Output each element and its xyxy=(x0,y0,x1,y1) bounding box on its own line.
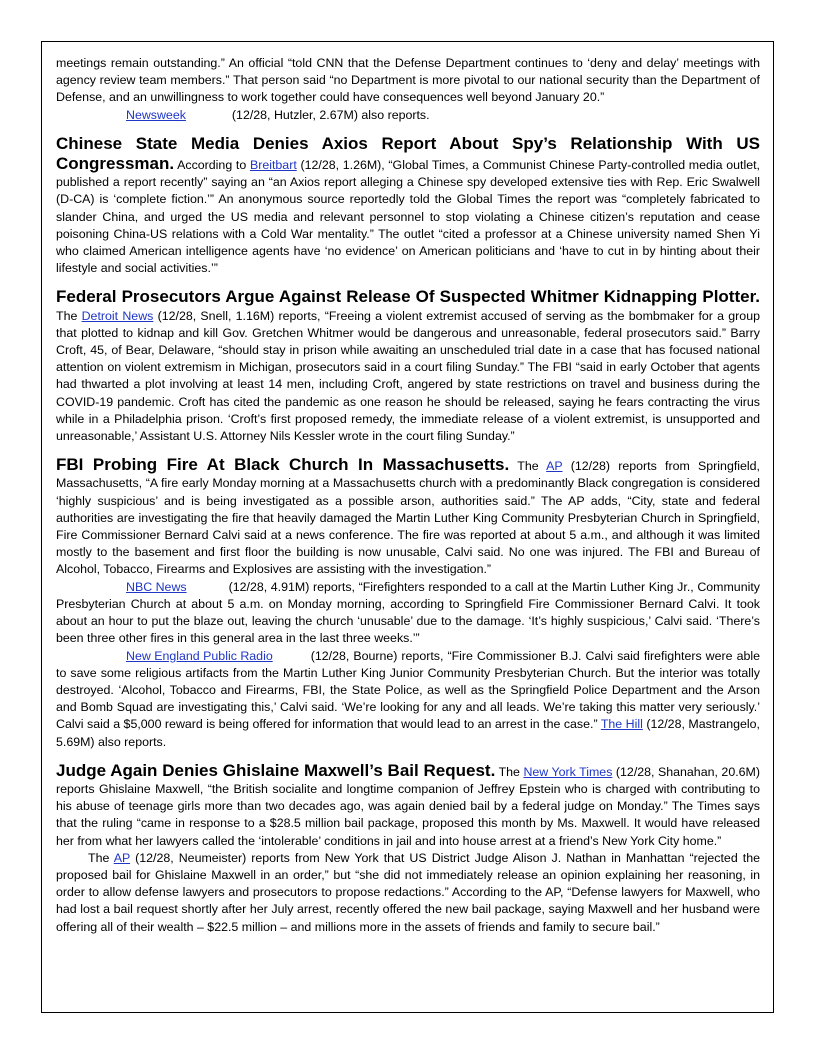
lead-text: The xyxy=(88,850,110,865)
source-link-the-hill[interactable]: The Hill xyxy=(600,717,643,732)
source-link-nyt[interactable]: New York Times xyxy=(523,764,613,779)
body-text: (12/28, Bourne) reports, “Fire Commissioner B.J. Calvi said firefighters were able to save some religious artifacts from the Martin Luther King Junior Community Presbyterian Church. But the interior was totally destroyed. ‘Alcohol, Tobacco and Firearms, FBI, the State Police, as well as the Springfield Police Department and the Arson and Bomb Squad are investigating this,’ Calvi said. ‘We’re looking for any and all leads. We’re taking this matter very seriously.’ Calvi said a $5,000 reward is being offered for information that would lead to an arrest in the case.” xyxy=(56,648,760,732)
paragraph xyxy=(56,134,760,278)
headline: Federal Prosecutors Argue Against Release Of Suspected Whitmer Kidnapping Plotter. xyxy=(56,287,760,307)
lead-text: According to xyxy=(177,158,247,173)
paragraph xyxy=(56,761,760,850)
source-link-newsweek[interactable]: Newsweek xyxy=(126,107,186,122)
source-link-breitbart[interactable]: Breitbart xyxy=(249,158,297,173)
body-text: (12/28, 4.91M) reports, “Firefighters responded to a call at the Martin Luther King Jr., Community Presbyterian Church at about 5 a.m. on Monday morning, according to Springfield Fire Commissioner Bernard Calvi. It took about an hour to put the blaze out, leaving the church ‘unusable’ due to the damage. ‘It’s highly suspicious,’ Calvi said. ‘There’s been three other fires in this general area in the last three weeks.’” xyxy=(56,579,760,646)
body-text: (12/28) reports from Springfield, Massachusetts, “A fire early Monday morning at a Massachusetts church with a predominantly Black congregation is considered ‘highly suspicious’ and is being investigated as a possible arson, authorities said.” The AP adds, “City, state and federal authorities are investigating the fire that heavily damaged the Martin Luther King Community Presbyterian Church in Springfield, Fire Commissioner Bernard Calvi said at a news conference. The fire was reported at about 5 a.m., and although it was limited mostly to the basement and first floor the building is now unusable, Calvi said. No one was injured. The FBI and Bureau of Alcohol, Tobacco, Firearms and Explosives are assisting with the investigation.” xyxy=(56,459,761,577)
lead-text: The xyxy=(56,308,78,323)
paragraph xyxy=(56,455,760,578)
paragraph: meetings remain outstanding.” An official “told CNN that the Defense Department continues to ‘deny and delay’ meetings with agency review team members.” That person said “no Department is more pivotal to our national security than the Department of Defense, and an unwillingness to work together could have consequences well beyond January 20.” xyxy=(56,56,760,105)
body-text: (12/28, Snell, 1.16M) reports, “Freeing a violent extremist accused of serving as the bombmaker for a group that plotted to kidnap and kill Gov. Gretchen Whitmer would be dangerous and unreasonable, federal prosecutors said.” Barry Croft, 45, of Bear, Delaware, “should stay in prison while awaiting an unscheduled trial date in a case that has focused national attention on violent extremism in Michigan, prosecutors said in a court filing Sunday.” The FBI “said in early October that agents had thwarted a plot involving at least 14 men, including Croft, angered by state restrictions on travel and business during the COVID-19 pandemic. Croft has cited the pandemic as one reason he should be released, saying he fears contracting the virus while in a Philadelphia prison. ‘Croft’s first proposed remedy, the immediate release of a violent extremist, is unsupported and unreasonable,’ Assistant U.S. Attorney Nils Kessler wrote in the court filing Sunday.” xyxy=(56,308,760,444)
source-link-nepr[interactable]: New England Public Radio xyxy=(126,648,273,663)
lead-text: The xyxy=(498,764,520,779)
source-link-detroit-news[interactable]: Detroit News xyxy=(81,308,154,323)
citation: (12/28, Hutzler, 2.67M) also reports. xyxy=(231,107,430,122)
body-text: (12/28, 1.26M), “Global Times, a Communist Chinese Party-controlled media outlet, published a report recently” saying an “an Axios report alleging a Chinese spy developed extensive ties with Rep. Eric Swalwell (D-CA) is ‘complete fiction.’” An anonymous source reportedly told the Global Times the report was “completely fabricated to slander China, and urged the US media and relevant personnel to stop violating a Chinese citizen’s reputation and cease poisoning China-US relations with a Cold War mentality.” The outlet “cited a professor at a Chinese university named Shen Yi who claimed American intelligence agents have ‘no evidence’ on American politicians and ‘have to cut in by hinting about their lifestyle and social activities.’” xyxy=(56,158,760,276)
document-body xyxy=(56,55,760,936)
citation: (12/28, Mastrangelo, 5.69M) also reports. xyxy=(56,717,760,749)
source-link-nbc-news[interactable]: NBC News xyxy=(126,579,187,594)
article-chinese-media xyxy=(56,134,760,278)
paragraph xyxy=(56,107,760,124)
source-link-ap-2[interactable]: AP xyxy=(113,850,131,865)
paragraph xyxy=(56,287,760,445)
article-maxwell-bail xyxy=(56,761,760,936)
article-defense-transition xyxy=(56,55,760,124)
article-church-fire xyxy=(56,455,760,750)
paragraph xyxy=(56,579,760,648)
headline: FBI Probing Fire At Black Church In Massachusetts. xyxy=(56,455,510,475)
headline: Judge Again Denies Ghislaine Maxwell’s Bail Request. xyxy=(56,760,496,780)
lead-text: The xyxy=(517,459,539,474)
headline: Chinese State Media Denies Axios Report About Spy’s Relationship With US Congressman. xyxy=(56,133,760,174)
paragraph xyxy=(56,648,760,751)
body-text: (12/28, Shanahan, 20.6M) reports Ghislaine Maxwell, “the British socialite and longtime companion of Jeffrey Epstein who is charged with contributing to his abuse of teenage girls more than two decades ago, was again denied bail by a federal judge on Monday.” The Times says that the ruling “came in response to a $28.5 million bail package, proposed this month by Ms. Maxwell. It would have released her from what her lawyers called the ‘intolerable’ conditions in jail and into house arrest at a friend’s New York City home.” xyxy=(56,764,760,848)
source-link-ap[interactable]: AP xyxy=(546,459,563,474)
paragraph xyxy=(56,850,760,936)
article-whitmer-plotter xyxy=(56,287,760,445)
body-text: (12/28, Neumeister) reports from New York that US District Judge Alison J. Nathan in Manhattan “rejected the proposed bail for Ghislaine Maxwell in an order,” but “she did not immediately release an opinion explaining her reasoning, in order to allow defense lawyers and prosecutors to propose redactions.” According to the AP, “Defense lawyers for Maxwell, who had lost a bail request shortly after her July arrest, recently offered the new bail package, saying Maxwell and her husband were offering all of their wealth – $22.5 million – and millions more in the assets of friends and family to secure bail.” xyxy=(56,850,760,934)
